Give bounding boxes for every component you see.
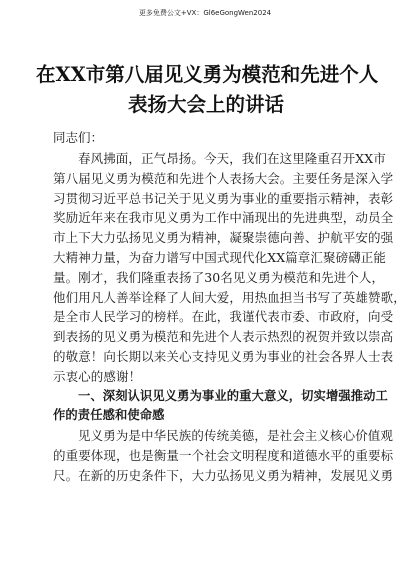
header-note: 更多免费公文+VX：Gl6eGongWen2024 — [138, 9, 272, 17]
title-line-1: 在XX市第八届见义勇为模范和先进个人 — [36, 63, 379, 86]
paragraph-line: 奖励近年来在我市见义勇为工作中涌现出的先进典型，动员全 — [53, 210, 394, 226]
paragraph-line: 是全市人民学习的榜样。在此，我谨代表市委、市政府，向受 — [53, 309, 394, 325]
paragraph-line: 的敬意！向长期以来关心支持见义勇为事业的社会各界人士表 — [53, 348, 394, 364]
paragraph-line: 市上下大力弘扬见义勇为精神，凝聚崇德向善、护航平安的强 — [53, 230, 394, 246]
paragraph-line: 示衷心的感谢！ — [53, 368, 142, 384]
title-line-2: 表扬大会上的讲话 — [127, 93, 284, 116]
paragraph-line: 量。刚才，我们隆重表扬了30名见义勇为模范和先进个人， — [53, 269, 385, 285]
paragraph-line: 习贯彻习近平总书记关于见义勇为事业的重要指示精神，表彰 — [53, 190, 394, 206]
paragraph-line: 到表扬的见义勇为模范和先进个人表示热烈的祝贺并致以崇高 — [53, 329, 394, 345]
salutation: 同志们： — [53, 130, 104, 145]
paragraph-line: 第八届见义勇为模范和先进个人表扬大会。主要任务是深入学 — [53, 170, 394, 186]
speech-body — [53, 149, 406, 486]
paragraph-line: 大精神力量，为奋力谱写中国式现代化XX篇章汇聚磅礴正能 — [53, 249, 386, 265]
section-heading-line: 作的责任感和使命感 — [53, 408, 165, 423]
document-title — [36, 60, 379, 120]
paragraph-line: 的重要体现，也是衡量一个社会文明程度和道德水平的重要标 — [53, 447, 394, 463]
paragraph-line: 春风拂面，正气昂扬。今天，我们在这里隆重召开XX市 — [78, 151, 386, 166]
paragraph-line: 见义勇为是中华民族的传统美德，是社会主义核心价值观 — [78, 428, 394, 444]
section-heading-line: 一、深刻认识见义勇为事业的重大意义，切实增强推动工 — [78, 388, 388, 403]
paragraph-line: 他们用凡人善举诠释了人间大爱，用热血担当书写了英雄赞歌， — [53, 289, 406, 305]
paragraph-line: 尺。在新的历史条件下，大力弘扬见义勇为精神，发展见义勇 — [53, 467, 394, 483]
